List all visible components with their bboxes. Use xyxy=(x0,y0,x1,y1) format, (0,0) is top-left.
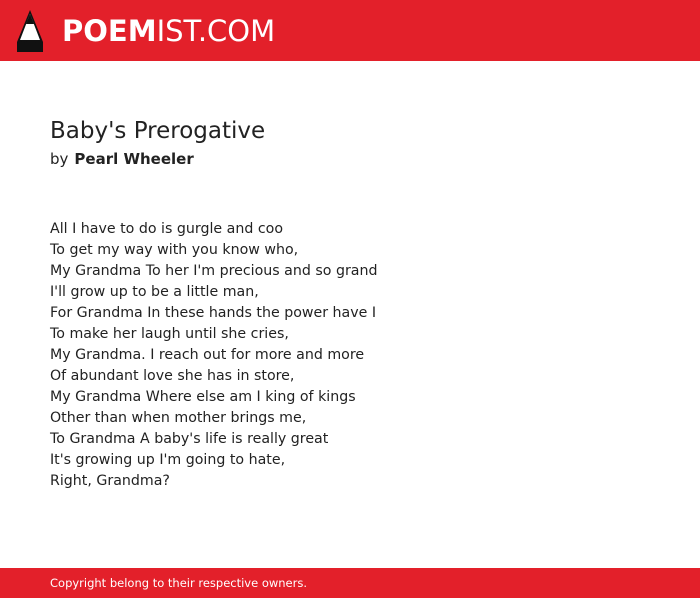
logo-text-light: IST.COM xyxy=(156,14,276,48)
poem-line: For Grandma In these hands the power have I xyxy=(50,305,377,321)
site-footer xyxy=(0,568,700,598)
poem-line: My Grandma Where else am I king of kings xyxy=(50,389,356,405)
copyright-text: Copyright belong to their respective owners. xyxy=(50,576,308,590)
site-logo[interactable] xyxy=(62,13,275,49)
poem-line: To Grandma A baby's life is really great xyxy=(50,431,329,447)
poem-line: To get my way with you know who, xyxy=(50,242,299,258)
poem-line: To make her laugh until she cries, xyxy=(50,326,289,342)
poem-line: Right, Grandma? xyxy=(50,473,170,489)
poem-line: I'll grow up to be a little man, xyxy=(50,284,259,300)
by-label: by xyxy=(50,150,69,168)
poem-byline xyxy=(50,149,194,169)
poem-line: My Grandma. I reach out for more and more xyxy=(50,347,365,363)
pencil-icon[interactable] xyxy=(17,10,43,52)
poem-title: Baby's Prerogative xyxy=(50,118,266,144)
poem-line: Of abundant love she has in store, xyxy=(50,368,295,384)
site-header xyxy=(0,0,700,61)
poem-line: All I have to do is gurgle and coo xyxy=(50,221,284,237)
poem-line: Other than when mother brings me, xyxy=(50,410,307,426)
poem-body xyxy=(50,219,650,492)
poem-line: It's growing up I'm going to hate, xyxy=(50,452,286,468)
poem-line: My Grandma To her I'm precious and so grand xyxy=(50,263,378,279)
logo-text-bold: POEM xyxy=(62,14,157,48)
poem-author: Pearl Wheeler xyxy=(74,150,194,168)
